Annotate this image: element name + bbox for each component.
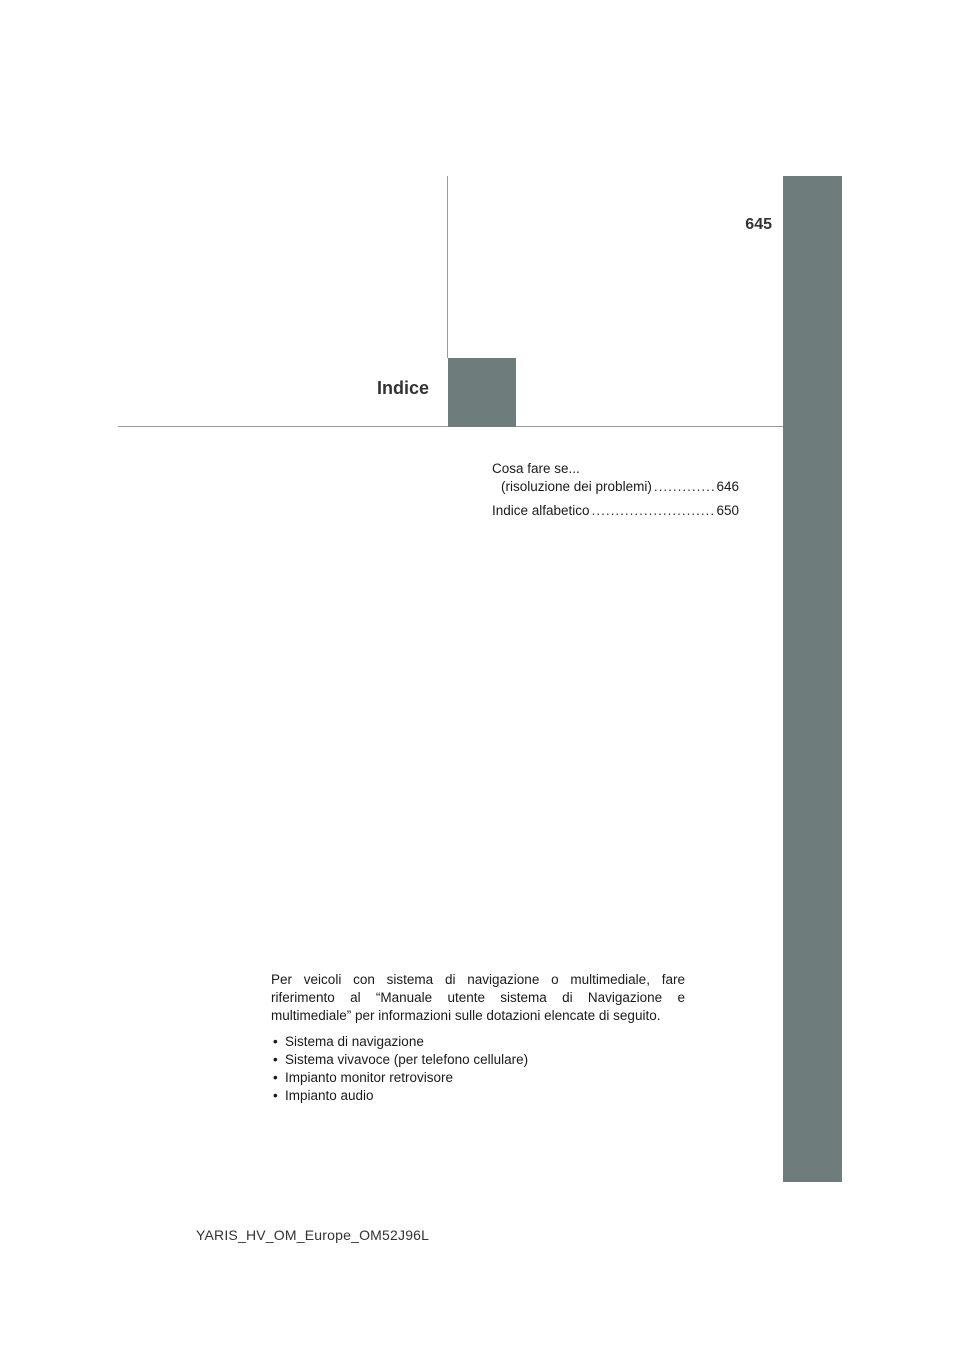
toc-entry-title: Indice alfabetico	[492, 503, 590, 518]
table-of-contents	[492, 460, 739, 526]
toc-entry-line	[492, 502, 739, 520]
toc-leader-dots	[592, 502, 715, 520]
toc-leader-dots	[654, 478, 715, 496]
list-item	[271, 1051, 685, 1069]
bullet-icon: •	[273, 1070, 278, 1085]
section-title-block	[448, 358, 516, 427]
toc-entry-subtitle: (risoluzione dei problemi)	[501, 479, 652, 494]
list-item-text: Impianto monitor retrovisore	[285, 1070, 454, 1085]
chapter-side-tab	[783, 176, 842, 1182]
bullet-icon: •	[273, 1034, 278, 1049]
note-paragraph: Per veicoli con sistema di navigazione o multimediale, fare riferimento al “Manuale utente sistema di Navigazione e multimediale” per informazioni sulle dotazioni elencate di seguito.	[271, 972, 685, 1023]
bullet-icon: •	[273, 1052, 278, 1067]
document-code: YARIS_HV_OM_Europe_OM52J96L	[196, 1227, 430, 1243]
toc-entry-page: 646	[716, 479, 739, 494]
toc-entry-line	[492, 478, 739, 496]
bullet-icon: •	[273, 1088, 278, 1103]
toc-entry-alphabetical-index[interactable]	[492, 502, 739, 520]
toc-entry-title: Cosa fare se...	[492, 461, 580, 476]
list-item	[271, 1033, 685, 1051]
section-title: Indice	[376, 378, 429, 398]
list-item-text: Impianto audio	[285, 1088, 374, 1103]
header-vertical-rule	[447, 176, 448, 358]
list-item-text: Sistema di navigazione	[285, 1034, 424, 1049]
list-item	[271, 1087, 685, 1105]
toc-entry-page: 650	[716, 503, 739, 518]
equipment-list	[271, 1033, 685, 1105]
list-item	[271, 1069, 685, 1087]
toc-entry-line	[492, 460, 739, 478]
list-item-text: Sistema vivavoce (per telefono cellulare)	[285, 1052, 529, 1067]
toc-entry-troubleshooting[interactable]	[492, 460, 739, 496]
page-number: 645	[745, 216, 772, 233]
multimedia-note	[271, 971, 685, 1105]
